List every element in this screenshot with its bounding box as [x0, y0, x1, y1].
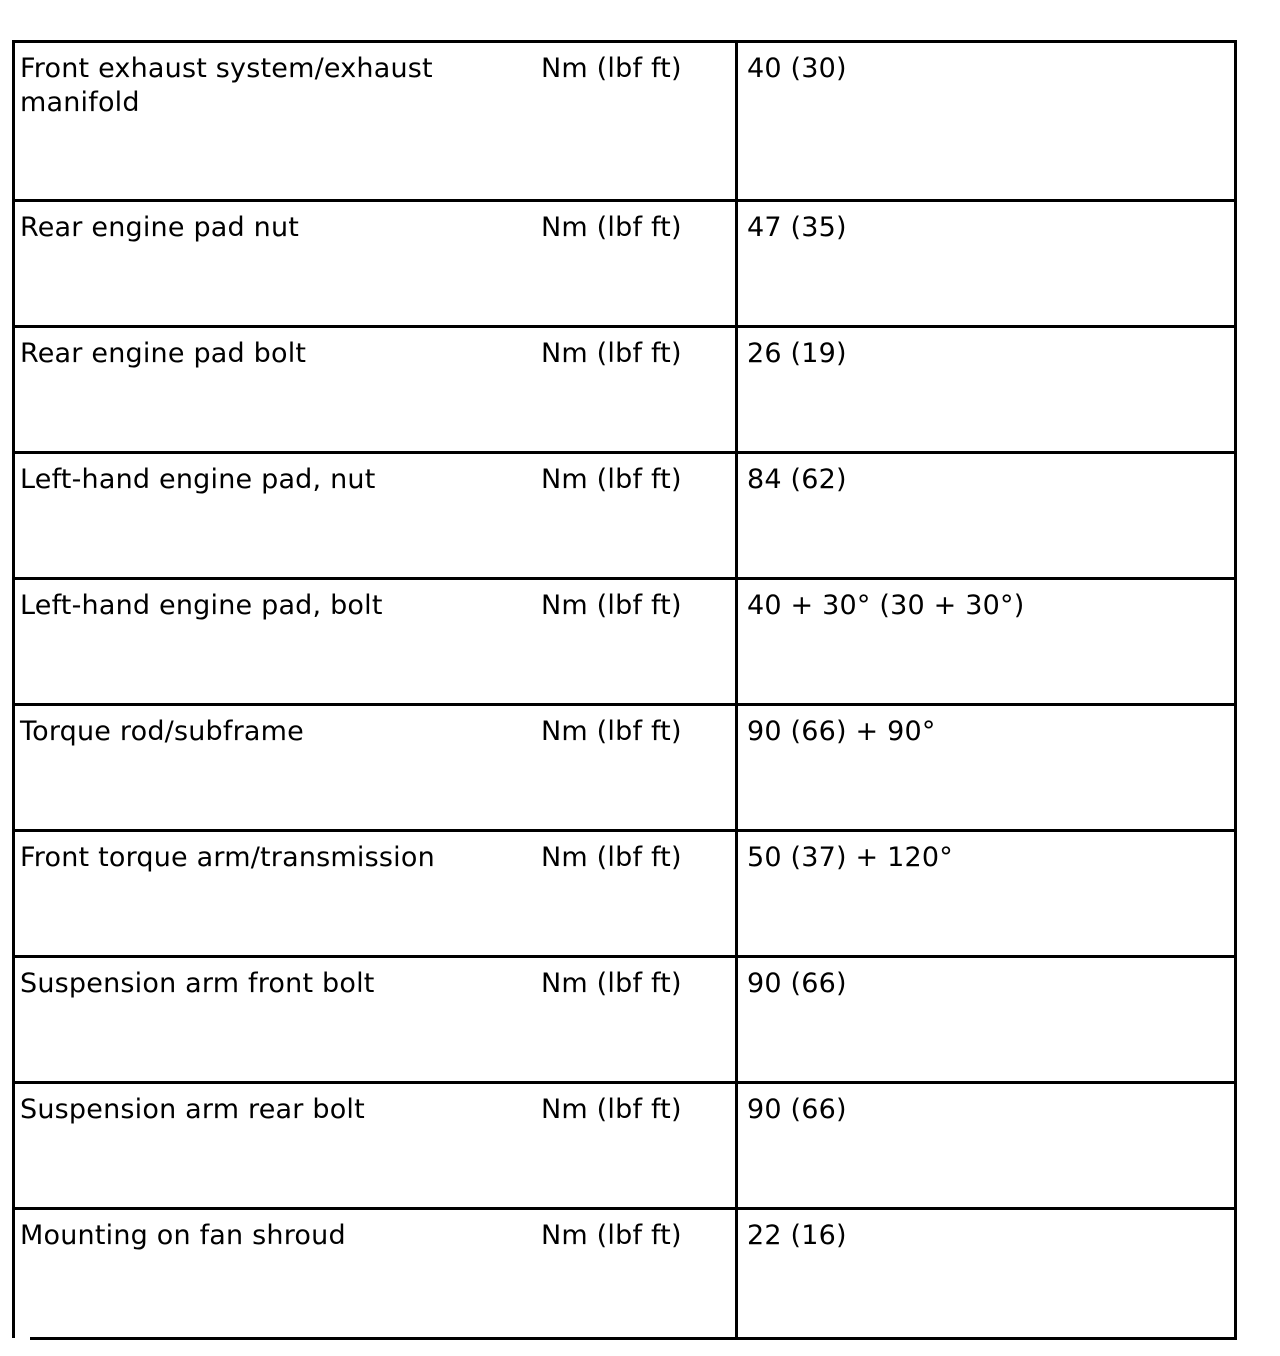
row-value: 84 (62): [747, 464, 847, 495]
row-description: Front torque arm/transmission: [20, 842, 435, 873]
row-value: 40 (30): [747, 53, 847, 84]
row-value: 90 (66): [747, 1094, 847, 1125]
table-row: [12, 1081, 1237, 1210]
row-value: 22 (16): [747, 1220, 847, 1251]
row-unit: Nm (lbf ft): [541, 53, 682, 84]
table-row: [12, 577, 1237, 706]
row-description: Torque rod/subframe: [20, 716, 304, 747]
row-value: 47 (35): [747, 212, 847, 243]
row-description: Suspension arm front bolt: [20, 968, 375, 999]
table-row: [12, 199, 1237, 328]
table-row: [12, 955, 1237, 1084]
row-value: 90 (66) + 90°: [747, 716, 936, 747]
row-value: 40 + 30° (30 + 30°): [747, 590, 1025, 621]
row-description: Left-hand engine pad, nut: [20, 464, 376, 495]
row-description: Rear engine pad nut: [20, 212, 300, 243]
table-row: [12, 325, 1237, 454]
table-row: [12, 451, 1237, 580]
table-row: [12, 829, 1237, 958]
table-border-bottom: [30, 1337, 1237, 1340]
row-unit: Nm (lbf ft): [541, 1094, 682, 1125]
row-description: Suspension arm rear bolt: [20, 1094, 365, 1125]
row-unit: Nm (lbf ft): [541, 338, 682, 369]
table-row: [12, 703, 1237, 832]
row-description: Mounting on fan shroud: [20, 1220, 346, 1251]
row-value: 50 (37) + 120°: [747, 842, 953, 873]
row-unit: Nm (lbf ft): [541, 1220, 682, 1251]
row-unit: Nm (lbf ft): [541, 212, 682, 243]
table-row: [12, 40, 1237, 202]
row-unit: Nm (lbf ft): [541, 842, 682, 873]
row-description: Left-hand engine pad, bolt: [20, 590, 383, 621]
row-unit: Nm (lbf ft): [541, 716, 682, 747]
row-description: Rear engine pad bolt: [20, 338, 307, 369]
table-row: [12, 1207, 1237, 1337]
row-unit: Nm (lbf ft): [541, 464, 682, 495]
row-value: 90 (66): [747, 968, 847, 999]
row-value: 26 (19): [747, 338, 847, 369]
row-unit: Nm (lbf ft): [541, 968, 682, 999]
row-unit: Nm (lbf ft): [541, 590, 682, 621]
row-description: Front exhaust system/exhaust manifold: [20, 53, 433, 118]
